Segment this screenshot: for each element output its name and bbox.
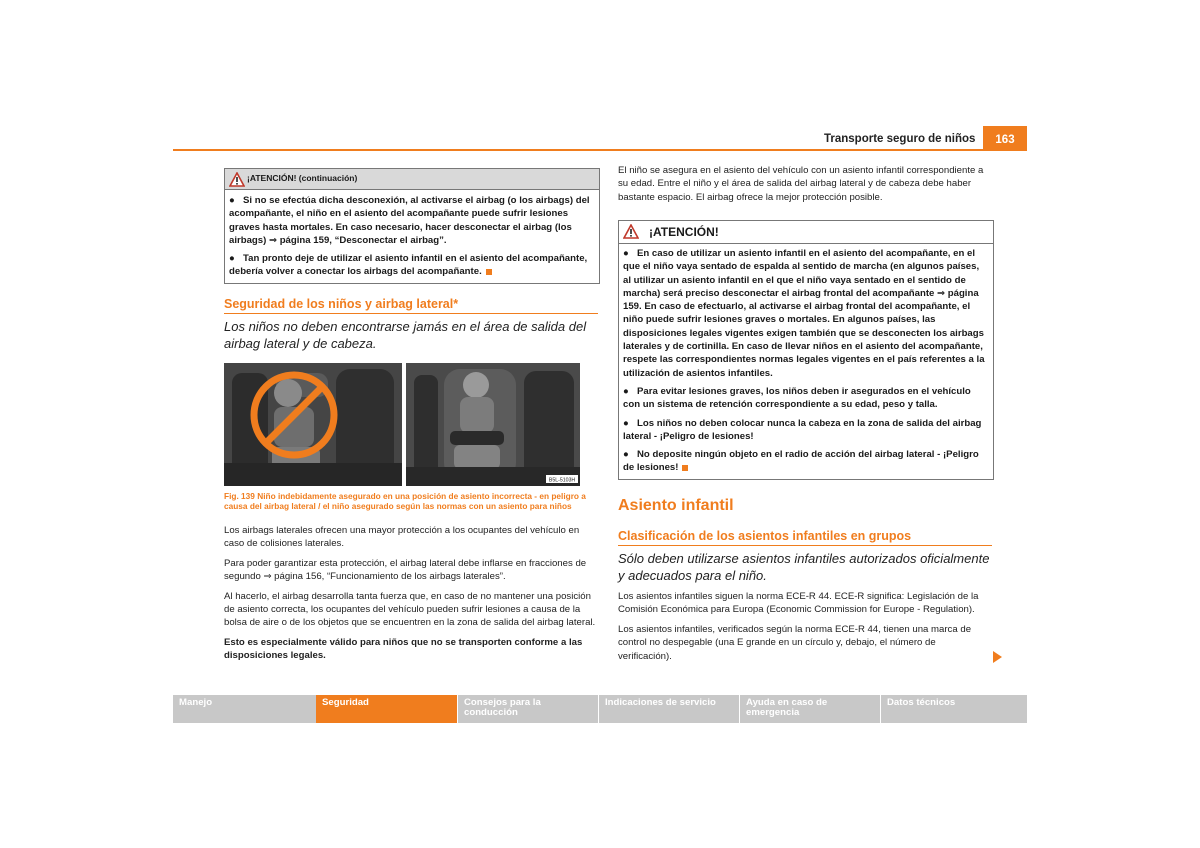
section-rule bbox=[618, 545, 992, 546]
warning-title: ¡ATENCIÓN! (continuación) bbox=[247, 173, 358, 183]
left-body-text bbox=[224, 524, 598, 669]
figure-caption: Fig. 139 Niño indebidamente asegurado en una posición de asiento incorrecta - en peligro a causa del airbag lateral / el niño asegurado según las normas con un asiento para niños bbox=[224, 491, 586, 512]
nav-tab-datos[interactable]: Datos técnicos bbox=[881, 695, 1027, 723]
paragraph: Para poder garantizar esta protección, el airbag lateral debe inflarse en fracciones de segundo ⇒ página 156, “Funcionamiento de los airbags laterales”. bbox=[224, 557, 587, 583]
warning-header bbox=[619, 221, 993, 244]
warning-box-continued bbox=[224, 168, 600, 284]
continue-arrow-icon bbox=[993, 651, 1002, 663]
header-rule bbox=[173, 149, 1027, 151]
warning-triangle-icon bbox=[623, 224, 639, 239]
child-seat-illustration bbox=[224, 363, 580, 486]
nav-tab-consejos[interactable]: Consejos para la conducción bbox=[458, 695, 598, 723]
nav-tab-servicio[interactable]: Indicaciones de servicio bbox=[599, 695, 739, 723]
paragraph: Al hacerlo, el airbag desarrolla tanta fuerza que, en caso de no mantener una posición de asiento correcta, los ocupantes del vehículo pueden sufrir lesiones a causa de la bolsa de aire o de los objetos que se encuentren en la zona de salida del airbag lateral. bbox=[224, 590, 596, 629]
warning-item: ● En caso de utilizar un asiento infantil en el asiento del acompañante, en el que el niño vaya sentado de espalda al sentido de marcha (en algunos países, al utilizar un asiento infantil en el que el niño vaya sentado en el sentido de marcha) será preciso desconectar el airbag frontal del acompañante ⇒ página 159. En caso de efectuarlo, al activarse el airbag frontal del acompañante, el niño puede sufrir lesiones graves o mortales. En algunos países, las disposiciones legales vigentes exigen también que se desconecten los airbags laterales y de cortinilla. En caso de llevar niños en el asiento del acompañante, respete las correspondientes normas legales vigentes en el país referentes a la utilización de asientos infantiles. bbox=[623, 248, 985, 379]
figure-139 bbox=[224, 363, 580, 486]
section-title: Seguridad de los niños y airbag lateral* bbox=[224, 297, 459, 311]
warning-title: ¡ATENCIÓN! bbox=[649, 225, 719, 239]
section-title: Clasificación de los asientos infantiles en grupos bbox=[618, 529, 912, 543]
warning-item: ● Si no se efectúa dicha desconexión, al activarse el airbag (o los airbags) del acompañante, el niño en el asiento del acompañante puede sufrir lesiones graves hasta mortales. En caso necesario, hacer desconectar el airbag (los airbags) ⇒ página 159, “Desconectar el airbag”. bbox=[229, 195, 590, 246]
section-lead: Los niños no deben encontrarse jamás en el área de salida del airbag lateral y de cabeza. bbox=[224, 319, 587, 351]
nav-tab-seguridad[interactable]: Seguridad bbox=[316, 695, 457, 723]
warning-header bbox=[225, 169, 599, 190]
paragraph: Los asientos infantiles, verificados según la norma ECE-R 44, tienen una marca de control no despegable (una E grande en un círculo y, debajo, el número de verificación). bbox=[618, 623, 972, 662]
nav-tab-manejo[interactable]: Manejo bbox=[173, 695, 318, 723]
section-rule bbox=[224, 313, 598, 314]
warning-item: ● Tan pronto deje de utilizar el asiento infantil en el asiento del acompañante, debería volver a conectar los airbags del acompañante. bbox=[229, 253, 588, 278]
chapter-title: Asiento infantil bbox=[618, 497, 734, 514]
figure-code: B5L-5103H bbox=[548, 477, 576, 484]
end-marker-icon bbox=[682, 465, 688, 471]
page-number: 163 bbox=[983, 126, 1027, 150]
warning-item: ● No deposite ningún objeto en el radio de acción del airbag lateral - ¡Peligro de lesiones! bbox=[623, 449, 979, 474]
paragraph: Los asientos infantiles siguen la norma ECE-R 44. ECE-R significa: Legislación de la Comisión Económica para Europa (Economic Commission for Europe - Regulation). bbox=[618, 591, 979, 616]
warning-box bbox=[618, 220, 994, 480]
warning-item: ● Para evitar lesiones graves, los niños deben ir asegurados en el vehículo con un sistema de retención correspondiente a su edad, peso y talla. bbox=[623, 385, 971, 411]
warning-triangle-icon bbox=[229, 172, 245, 187]
section-lead: Sólo deben utilizarse asientos infantiles autorizados oficialmente y adecuados para el niño. bbox=[618, 551, 990, 583]
right-intro: El niño se asegura en el asiento del vehículo con un asiento infantil correspondiente a su edad. Entre el niño y el área de salida del airbag lateral y de cabeza debe haber bastante espacio. El airbag ofrece la mejor protección posible. bbox=[618, 165, 984, 203]
warning-body bbox=[225, 190, 599, 283]
end-marker-icon bbox=[486, 269, 492, 275]
bold-paragraph: Esto es especialmente válido para niños que no se transporten conforme a las disposiciones legales. bbox=[224, 636, 583, 662]
chapter-nav bbox=[173, 695, 1027, 723]
warning-item: ● Los niños no deben colocar nunca la cabeza en la zona de salida del airbag lateral - ¡Peligro de lesiones! bbox=[623, 417, 982, 442]
paragraph: Los airbags laterales ofrecen una mayor protección a los ocupantes del vehículo en caso de colisiones laterales. bbox=[224, 525, 580, 550]
right-body-text bbox=[618, 590, 992, 669]
warning-body bbox=[619, 244, 993, 479]
nav-tab-emergencia[interactable]: Ayuda en caso de emergencia bbox=[740, 695, 880, 723]
running-header: Transporte seguro de niños bbox=[824, 133, 976, 145]
